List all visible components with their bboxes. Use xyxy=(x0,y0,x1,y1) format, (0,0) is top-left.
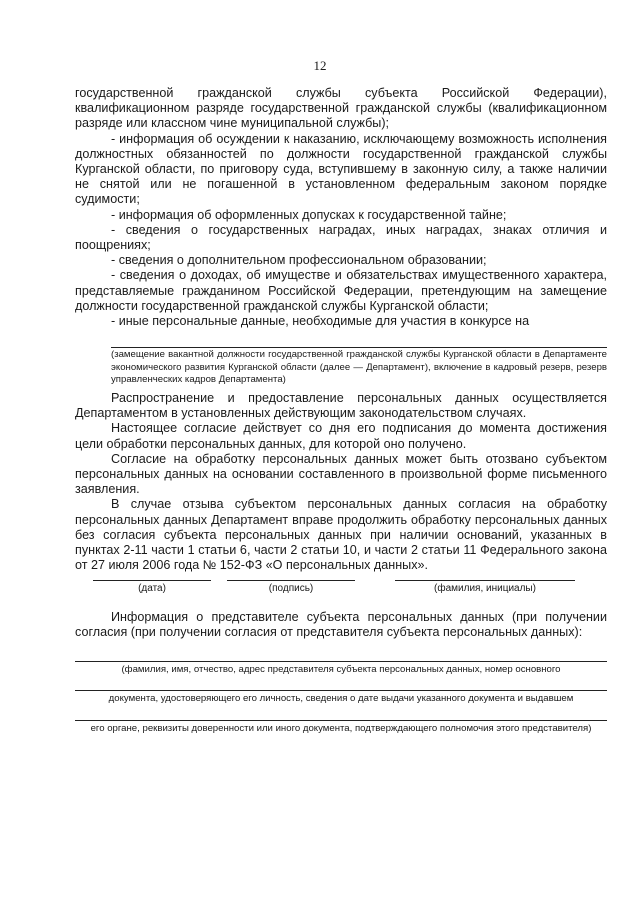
fill-in-line xyxy=(111,335,607,348)
representative-line-1 xyxy=(75,661,607,662)
paragraph-income: - сведения о доходах, об имуществе и обязательствах имущественного характера, представляемые гражданином Российской Федерации, претендующим на замещение должности государственной гражданской службы Курганской области; xyxy=(75,268,607,313)
paragraph-awards: - сведения о государственных наградах, иных наградах, знаках отличия и поощрениях; xyxy=(75,222,607,253)
date-line xyxy=(93,566,211,581)
signature-line xyxy=(227,566,355,581)
representative-line-3 xyxy=(75,720,607,721)
signature-field xyxy=(227,566,355,594)
document-body xyxy=(75,86,607,573)
name-line xyxy=(395,566,575,581)
date-field xyxy=(93,566,211,594)
representative-caption-1: (фамилия, имя, отчество, адрес представителя субъекта персональных данных, номер основного xyxy=(121,663,561,675)
paragraph-conviction: - информация об осуждении к наказанию, исключающему возможность исполнения должностных обязанностей по должности государственной гражданской службы Курганской области, по приговору суда, вступившему в законную силу, а также наличии не снятой или не погашенной в установленном федеральным законом порядке судимости; xyxy=(75,131,607,207)
paragraph-validity: Настоящее согласие действует со дня его подписания до момента достижения цели обработки персональных данных, для которой оно получено. xyxy=(75,421,607,451)
name-label: (фамилия, инициалы) xyxy=(434,583,536,594)
paragraph-revocation: Согласие на обработку персональных данных может быть отозвано субъектом персональных данных на основании составленного в произвольной форме письменного заявления. xyxy=(75,451,607,497)
contest-note: (замещение вакантной должности государственной гражданской службы Курганской области в Департаменте экономического развития Курганской области (далее — Департамент), включение в кадровый резерв, резерв управленческих кадров Департамента) xyxy=(111,349,607,386)
paragraph-education: - сведения о дополнительном профессиональном образовании; xyxy=(111,253,487,268)
paragraph-state-secret: - информация об оформленных допусках к государственной тайне; xyxy=(111,207,507,222)
signature-row xyxy=(75,566,607,606)
page-number: 12 xyxy=(313,58,327,73)
contest-purpose-field xyxy=(75,335,607,387)
representative-section xyxy=(75,610,607,750)
name-field xyxy=(395,566,575,594)
date-label: (дата) xyxy=(138,583,166,594)
paragraph-other-data: - иные персональные данные, необходимые для участия в конкурсе на xyxy=(111,314,530,329)
representative-fields xyxy=(75,661,607,736)
paragraph-continued-processing: В случае отзыва субъектом персональных данных согласия на обработку персональных данных Департамент вправе продолжить обработку персональных данных без согласия субъекта персональных данных при наличии оснований, указанных в пунктах 2-11 части 1 статьи 6, части 2 статьи 10, и части 2 статьи 11 Федерального закона от 27 июля 2006 года № 152-ФЗ «О персональных данных». xyxy=(75,497,607,573)
representative-line-2 xyxy=(75,690,607,691)
paragraph-civil-service-rank: государственной гражданской службы субъекта Российской Федерации), квалификационном разряде государственной гражданской службы (квалификационном разряде или классном чине муниципальной службы); xyxy=(75,86,607,131)
paragraph-distribution: Распространение и предоставление персональных данных осуществляется Департаментом в установленных действующим законодательством случаях. xyxy=(75,391,607,421)
representative-intro: Информация о представителе субъекта персональных данных (при получении согласия (при получении согласия от представителя субъекта персональных данных): xyxy=(75,610,607,640)
representative-caption-3: его органе, реквизиты доверенности или иного документа, подтверждающего полномочия этого представителя) xyxy=(90,723,592,734)
representative-caption-2: документа, удостоверяющего его личность, сведения о дате выдачи указанного документа и выдавшем xyxy=(108,693,574,705)
signature-label: (подпись) xyxy=(268,583,314,594)
